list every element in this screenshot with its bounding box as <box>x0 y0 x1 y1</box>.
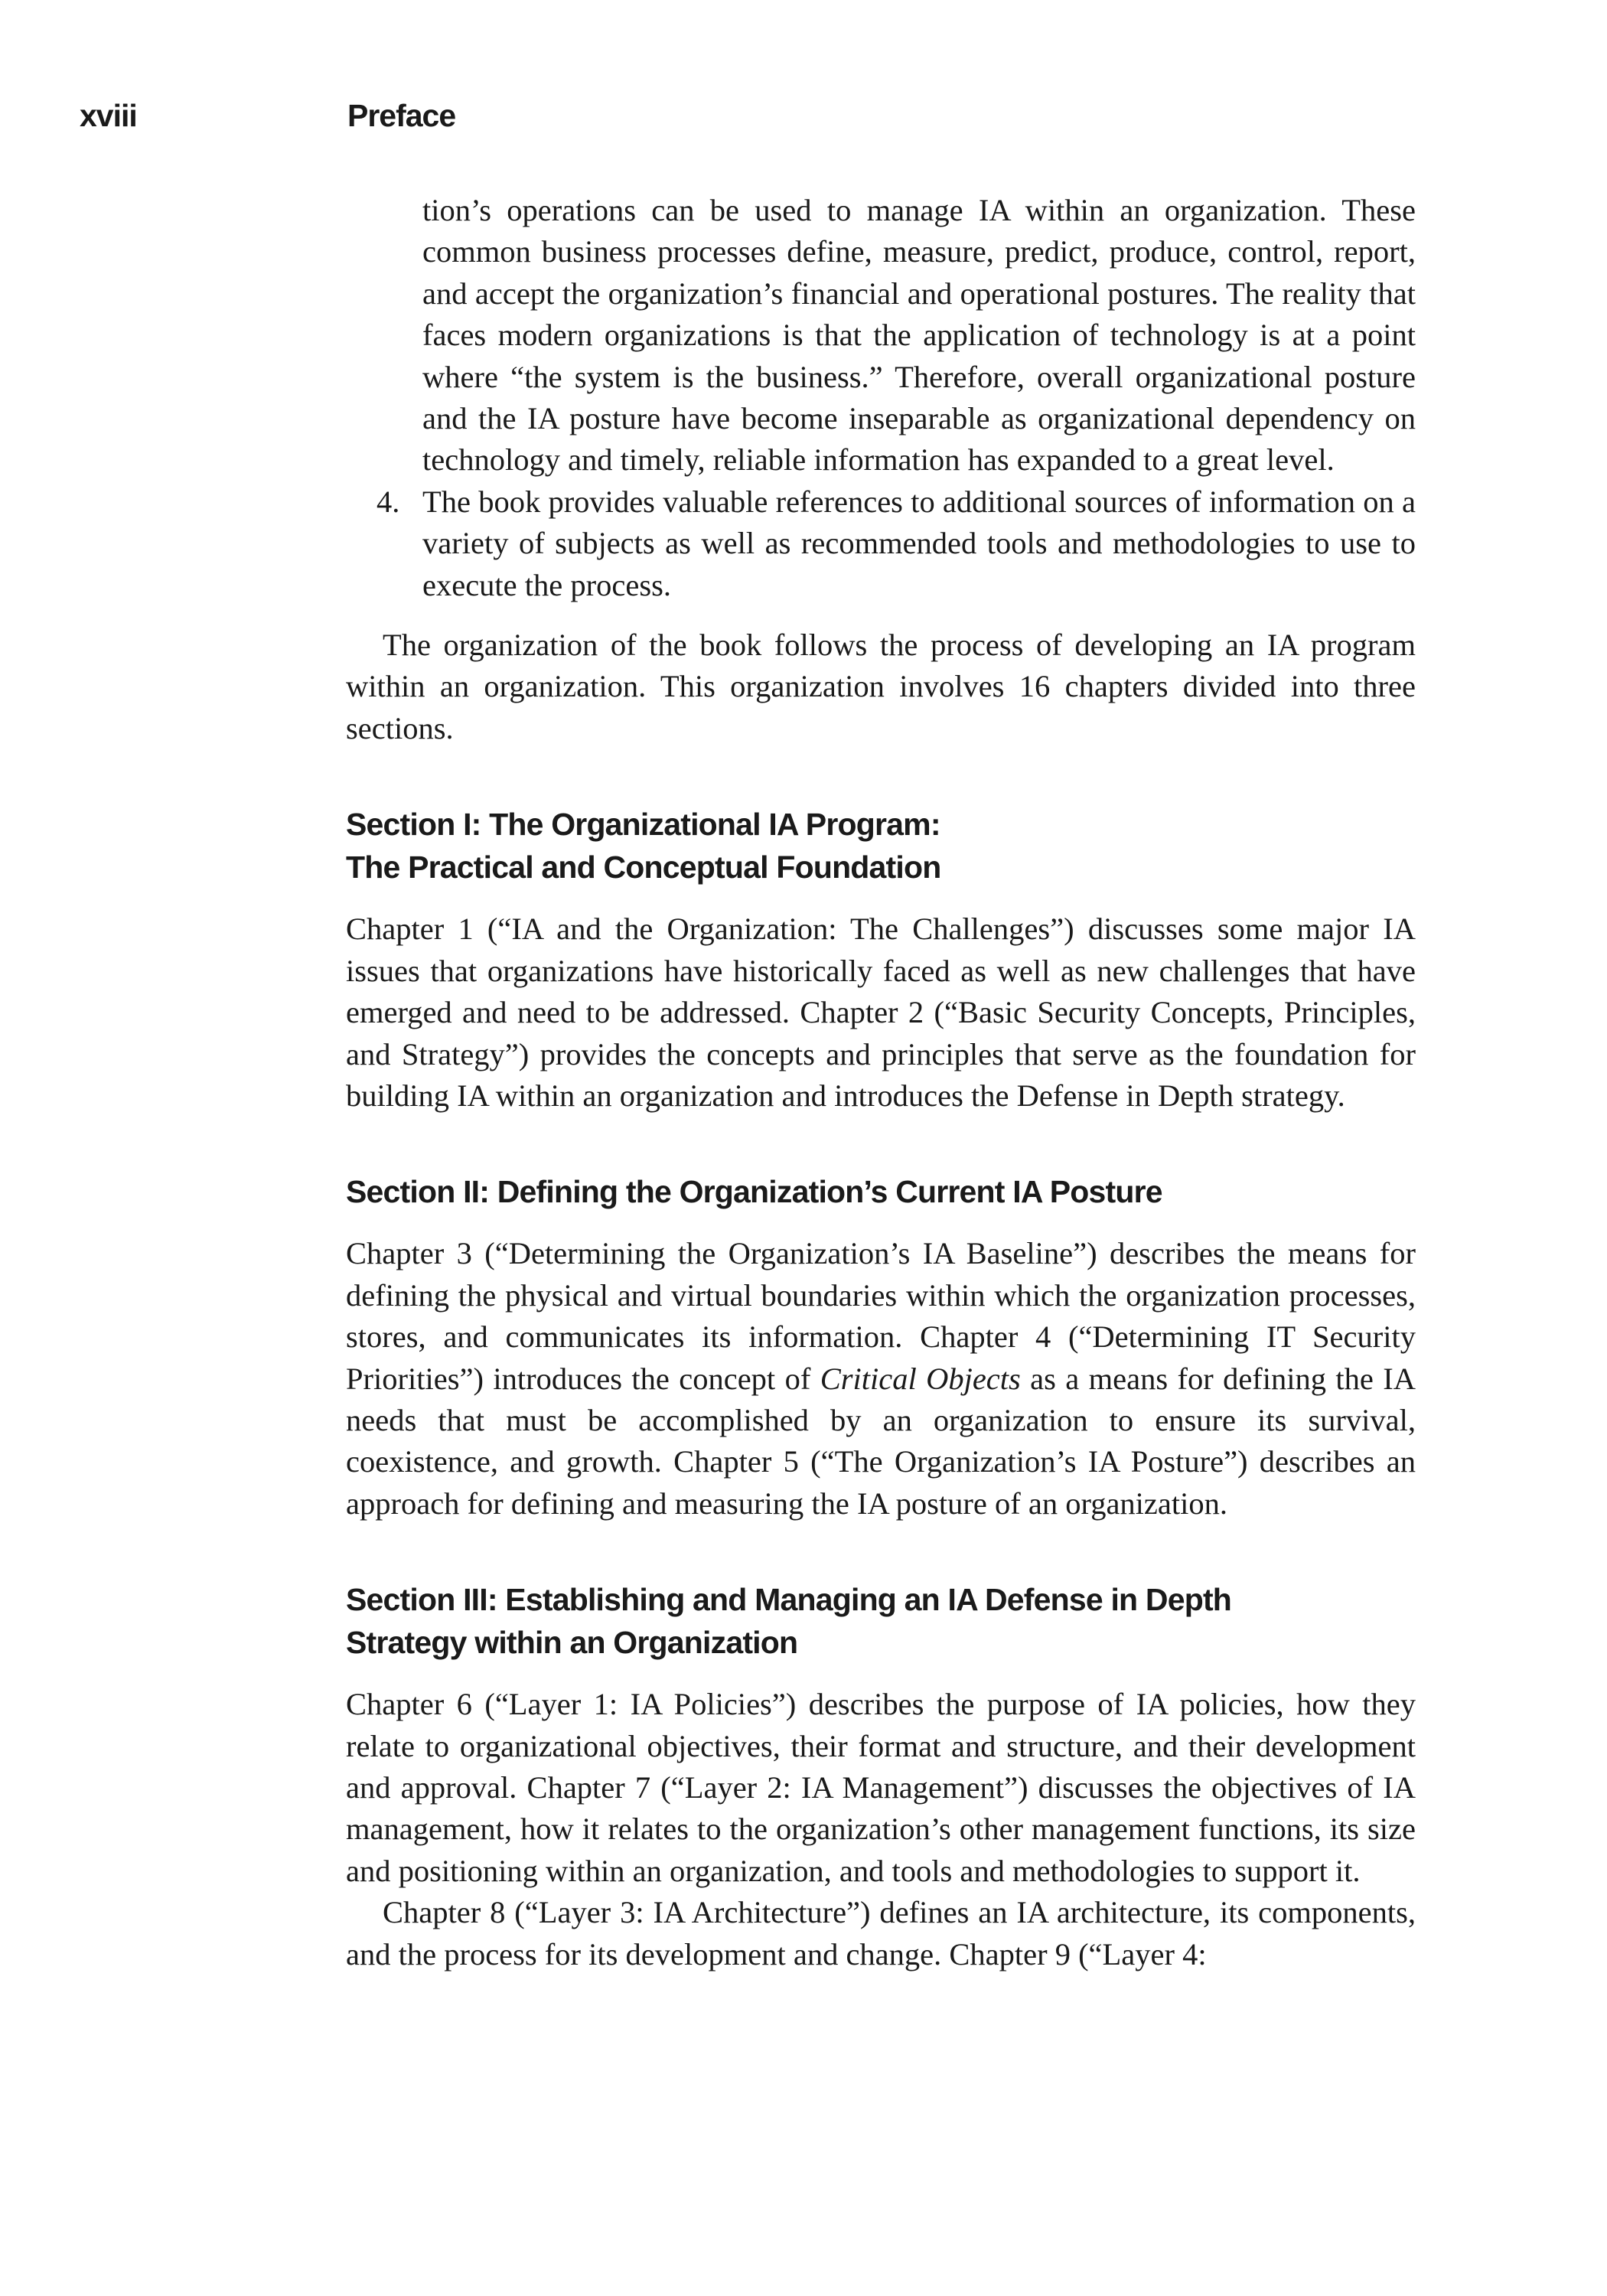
list-item-3-text: tion’s operations can be used to manage IA within an organization. These common business processes define, measure, predict, produce, control, report, and accept the organization’s financial and operational postures. The reality that faces modern organizations is that the application of technology is at a point where “the system is the business.” Therefore, overall organizational posture and the IA posture have become inseparable as organizational dependency on technology and timely, reliable information has expanded to a great level. <box>422 193 1416 478</box>
page-number: xviii <box>80 98 137 133</box>
list-item-4 <box>346 481 1416 606</box>
section-1-heading-line-1: Section I: The Organizational IA Program: <box>346 807 940 843</box>
section-2-paragraph-part-b: as a means for defining the IA needs that must be accomplished by an organization to ensure its survival, coexistence, and growth. Chapter 5 (“The Organization’s IA Posture”) describes an approach for defining and measuring the IA posture of an organization. <box>346 1361 1416 1521</box>
section-1-paragraph: Chapter 1 (“IA and the Organization: The Challenges”) discusses some major IA issues that organizations have historically faced as well as new challenges that have emerged and need to be addressed. Chapter 2 (“Basic Security Concepts, Principles, and Strategy”) provides the concepts and principles that serve as the foundation for building IA within an organization and introduces the Defense in Depth strategy. <box>346 912 1416 1113</box>
section-2-paragraph-part-a: Chapter 3 (“Determining the Organization’s IA Baseline”) describes the means for defining the physical and virtual boundaries within which the organization processes, stores, and communicates its information. Chapter 4 (“Determining IT Security Priorities”) introduces the concept of <box>346 1236 1416 1396</box>
section-3-paragraph-2: Chapter 8 (“Layer 3: IA Architecture”) defines an IA architecture, its components, and the process for its development and change. Chapter 9 (“Layer 4: <box>346 1895 1416 1971</box>
section-3-paragraph-1: Chapter 6 (“Layer 1: IA Policies”) describes the purpose of IA policies, how they relate to organizational objectives, their format and structure, and their development and approval. Chapter 7 (“Layer 2: IA Management”) discusses the objectives of IA management, how it relates to the organization’s other management functions, its size and positioning within an organization, and tools and methodologies to support it. <box>346 1687 1416 1888</box>
page-body <box>346 190 1416 1975</box>
section-3-heading <box>346 1578 1416 1664</box>
critical-objects-term: Critical Objects <box>820 1361 1021 1396</box>
section-1-heading-line-2: The Practical and Conceptual Foundation <box>346 850 941 885</box>
list-item-3-continuation <box>346 190 1416 481</box>
section-2-heading-text: Section II: Defining the Organization’s Current IA Posture <box>346 1174 1162 1210</box>
section-2-heading <box>346 1170 1416 1213</box>
list-item-4-text: The book provides valuable references to additional sources of information on a variety of subjects as well as recommended tools and methodologies to use to execute the process. <box>422 484 1416 602</box>
running-title: Preface <box>347 98 456 133</box>
numbered-list <box>346 190 1416 606</box>
intro-paragraph: The organization of the book follows the process of developing an IA program within an organization. This organization involves 16 chapters divided into three sections. <box>346 628 1416 745</box>
section-2-paragraph <box>346 1233 1416 1525</box>
list-item-4-number: 4. <box>376 484 400 519</box>
section-3-heading-line-2: Strategy within an Organization <box>346 1625 798 1661</box>
section-1-heading <box>346 803 1416 889</box>
running-head <box>80 98 1457 144</box>
section-3-heading-line-1: Section III: Establishing and Managing an IA Defense in Depth <box>346 1582 1232 1618</box>
